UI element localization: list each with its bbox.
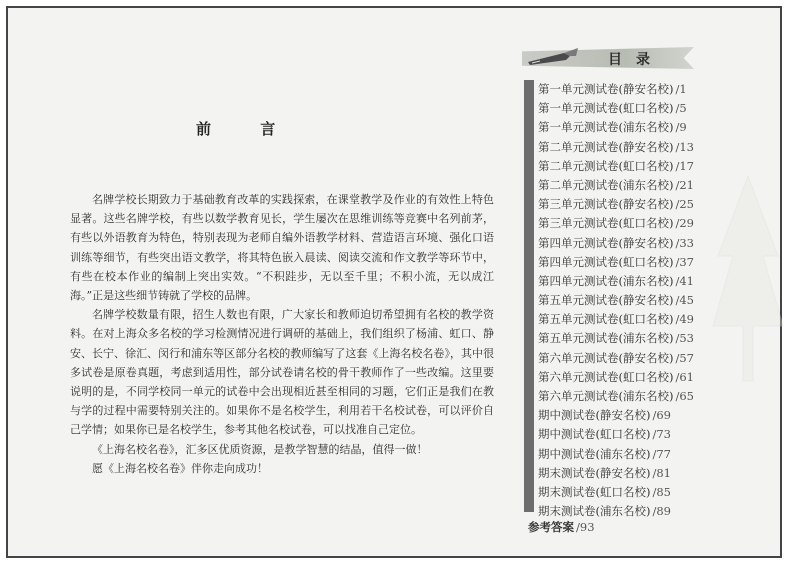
fountain-pen-icon	[526, 44, 586, 70]
toc-item[interactable]	[538, 138, 694, 157]
toc-item-page: /5	[675, 101, 687, 116]
preface-page	[16, 16, 516, 568]
toc-item[interactable]	[538, 118, 694, 137]
toc-item-page: /33	[675, 235, 694, 250]
toc-side-bar	[524, 80, 534, 512]
toc-item-label: 第六单元测试卷(浦东名校)	[538, 389, 674, 403]
toc-item-page: /65	[675, 389, 694, 403]
toc-item[interactable]	[538, 483, 694, 502]
toc-item[interactable]	[538, 291, 694, 310]
toc-item-label: 第二单元测试卷(虹口名校)	[538, 158, 674, 173]
toc-banner	[522, 44, 694, 70]
toc-item[interactable]	[538, 425, 694, 444]
toc-item[interactable]	[538, 387, 694, 406]
toc-item-label: 第五单元测试卷(浦东名校)	[538, 331, 674, 346]
toc-item-label: 第四单元测试卷(静安名校)	[538, 235, 674, 250]
toc-answers-label: 参考答案	[528, 520, 574, 534]
preface-body	[70, 190, 494, 478]
toc-item-label: 第三单元测试卷(静安名校)	[538, 197, 674, 212]
toc-item-label: 期末测试卷(静安名校)	[538, 465, 651, 480]
toc-item-label: 第六单元测试卷(虹口名校)	[538, 369, 674, 384]
toc-item-page: /25	[675, 197, 694, 212]
toc-item-page: /1	[675, 82, 687, 96]
toc-item-label: 第二单元测试卷(静安名校)	[538, 139, 674, 154]
toc-item-page: /37	[675, 254, 694, 269]
toc-item-page: /89	[652, 504, 671, 519]
toc-item-page: /57	[675, 350, 694, 365]
toc-item-page: /13	[675, 139, 694, 154]
toc-item-page: /29	[675, 216, 694, 231]
toc-item-label: 期中测试卷(虹口名校)	[538, 427, 651, 442]
toc-item-label: 第二单元测试卷(浦东名校)	[538, 177, 674, 192]
toc-item[interactable]	[538, 464, 694, 483]
toc-item-label: 期中测试卷(静安名校)	[538, 408, 651, 423]
toc-item-page: /77	[652, 446, 671, 461]
toc-item-label: 期末测试卷(虹口名校)	[538, 484, 651, 499]
toc-item[interactable]	[538, 80, 694, 99]
preface-paragraph: 名牌学校长期致力于基础教育改革的实践探索，在课堂教学及作业的有效性上特色显著。这些名牌学校，有些以数学教育见长，学生屡次在思维训练等竞赛中名列前茅，有些以外语教育为特色，特别表现为老师自编外语教学材料、营造语言环境、强化口语训练等细节，有些突出语文教学，将其特色嵌入晨读、阅读交流和作文教学等环节中，有些在校本作业的编制上突出实效。“不积跬步，无以至千里；不积小流，无以成江海。”正是这些细节铸就了学校的品牌。	[70, 193, 494, 303]
toc-item-label: 第五单元测试卷(静安名校)	[538, 293, 674, 308]
toc-item-label: 第一单元测试卷(静安名校)	[538, 82, 674, 96]
toc-item[interactable]	[538, 214, 694, 233]
toc-item-page: /85	[652, 484, 671, 499]
toc-page	[518, 16, 790, 568]
tree-watermark-icon	[708, 166, 788, 386]
toc-item-label: 第四单元测试卷(虹口名校)	[538, 254, 674, 269]
toc-item[interactable]	[538, 99, 694, 118]
toc-item[interactable]	[538, 310, 694, 329]
toc-item-page: /9	[675, 120, 687, 135]
toc-item-label: 期末测试卷(浦东名校)	[538, 504, 651, 519]
toc-item-label: 第一单元测试卷(浦东名校)	[538, 120, 674, 135]
toc-item-page: /17	[675, 158, 694, 173]
preface-paragraph: 名牌学校数量有限，招生人数也有限，广大家长和教师迫切希望拥有名校的教学资料。在对上海众多名校的学习检测情况进行调研的基础上，我们组织了杨浦、虹口、静安、长宁、徐汇、闵行和浦东等区部分名校的教师编写了这套《上海名校名卷》，其中很多试卷是原卷真题，考虑到适用性，部分试卷请名校的骨干教师作了一些改编。这里要说明的是，不同学校同一单元的试卷中会出现相近甚至相同的习题，它们正是我们在教与学的过程中需要特别关注的。如果你不是名校学生，利用若干名校试卷，可以评价自己学情；如果你已是名校学生，参考其他名校试卷，可以找准自己定位。	[70, 308, 494, 437]
toc-item-label: 第三单元测试卷(虹口名校)	[538, 216, 674, 231]
toc-list	[538, 80, 694, 521]
toc-item[interactable]	[538, 445, 694, 464]
toc-item[interactable]	[538, 406, 694, 425]
preface-title: 前 言	[196, 120, 298, 138]
toc-answers-page: /93	[576, 520, 595, 534]
toc-item-page: /41	[675, 273, 694, 288]
toc-item[interactable]	[538, 329, 694, 348]
toc-item[interactable]	[538, 349, 694, 368]
toc-item-page: /53	[675, 331, 694, 346]
toc-item-page: /81	[652, 465, 671, 480]
toc-item-page: /21	[675, 177, 694, 192]
toc-item[interactable]	[538, 368, 694, 387]
toc-item[interactable]	[538, 253, 694, 272]
toc-item[interactable]	[538, 176, 694, 195]
book-spread	[6, 6, 782, 558]
toc-item-label: 期中测试卷(浦东名校)	[538, 446, 651, 461]
toc-item-page: /69	[652, 408, 671, 423]
toc-item[interactable]	[538, 234, 694, 253]
toc-title: 目录	[608, 52, 664, 68]
toc-item-label: 第一单元测试卷(虹口名校)	[538, 101, 674, 116]
toc-item-page: /73	[652, 427, 671, 442]
toc-item-label: 第六单元测试卷(静安名校)	[538, 350, 674, 365]
preface-paragraph: 愿《上海名校名卷》伴你走向成功！	[92, 461, 268, 475]
toc-item-page: /45	[675, 293, 694, 308]
toc-item-page: /61	[675, 369, 694, 384]
toc-item[interactable]	[538, 272, 694, 291]
toc-answers-item[interactable]	[528, 519, 595, 535]
toc-item-label: 第四单元测试卷(浦东名校)	[538, 273, 674, 288]
toc-item[interactable]	[538, 157, 694, 176]
toc-item-page: /49	[675, 312, 694, 327]
toc-item-label: 第五单元测试卷(虹口名校)	[538, 312, 674, 327]
toc-item[interactable]	[538, 195, 694, 214]
preface-paragraph: 《上海名校名卷》，汇多区优质资源，是教学智慧的结晶，值得一做！	[92, 442, 428, 456]
